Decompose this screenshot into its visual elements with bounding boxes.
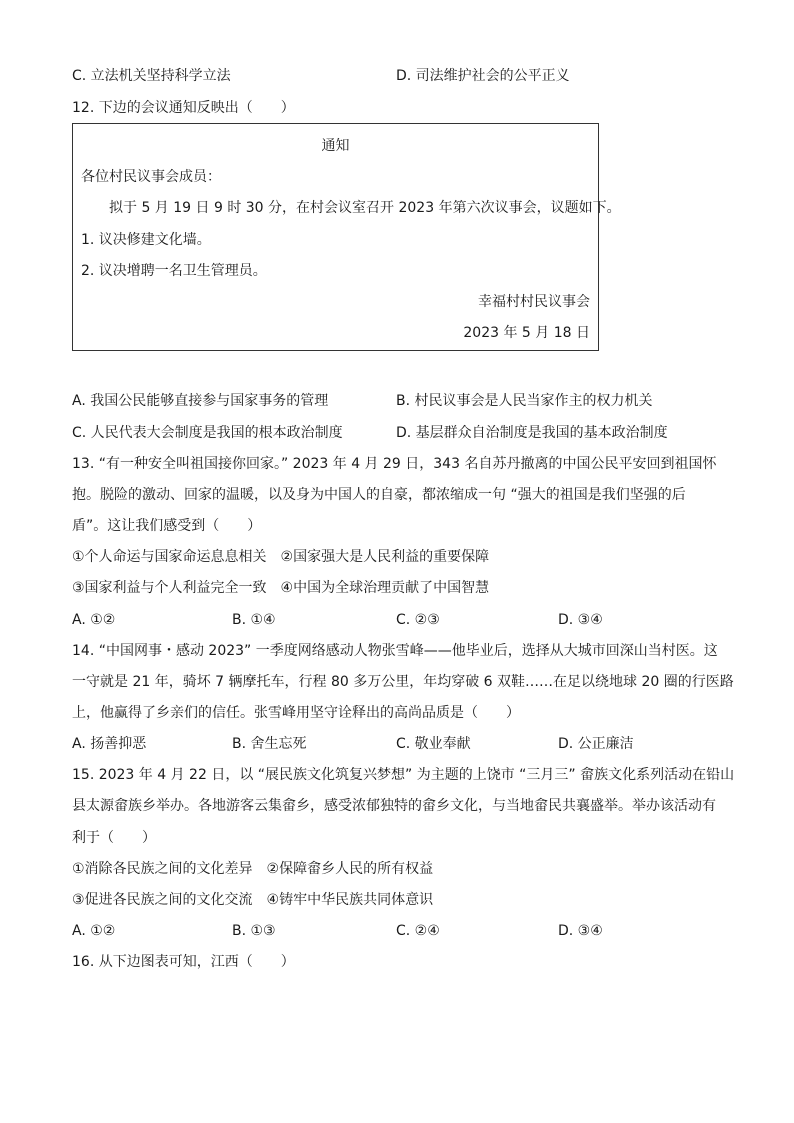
q14-line-1: 14. “中国网事・感动 2023” 一季度网络感动人物张雪峰——他毕业后，选择从大城市回深山当村医。这: [72, 643, 718, 659]
notice-body: 拟于 5 月 19 日 9 时 30 分，在村会议室召开 2023 年第六次议事会，议题如下。: [109, 200, 621, 216]
notice-box: [72, 123, 621, 351]
q15-line-2: 县太源畲族乡举办。各地游客云集畲乡，感受浓郁独特的畲乡文化，与当地畲民共襄盛举。举办该活动有: [72, 798, 716, 814]
q12-stem: 12. 下边的会议通知反映出（ ）: [72, 100, 295, 116]
q13-choices-row-2: ③国家利益与个人利益完全一致 ④中国为全球治理贡献了中国智慧: [72, 580, 490, 596]
notice-item-2: 2. 议决增聘一名卫生管理员。: [81, 263, 267, 279]
q12-option-a: A. 我国公民能够直接参与国家事务的管理: [72, 393, 329, 409]
q13-option-c: C. ②③: [396, 612, 440, 628]
q13-option-b: B. ①④: [232, 612, 276, 628]
q13-line-1: 13. “有一种安全叫祖国接你回家。” 2023 年 4 月 29 日，343 名自苏丹撤离的中国公民平安回到祖国怀: [72, 456, 717, 472]
notice-item-1: 1. 议决修建文化墙。: [81, 232, 211, 248]
q13-option-d: D. ③④: [558, 612, 603, 628]
q12-option-c: C. 人民代表大会制度是我国的根本政治制度: [72, 425, 343, 441]
q14-line-3: 上，他赢得了乡亲们的信任。张雪峰用坚守诠释出的高尚品质是（ ）: [72, 705, 520, 721]
q15-choices-row-1: ①消除各民族之间的文化差异 ②保障畲乡人民的所有权益: [72, 861, 434, 877]
q14-option-b: B. 舍生忘死: [232, 736, 307, 752]
notice-date: 2023 年 5 月 18 日: [463, 325, 590, 341]
q15-option-c: C. ②④: [396, 923, 440, 939]
q14-line-2: 一守就是 21 年，骑坏 7 辆摩托车，行程 80 多万公里，年均穿破 6 双鞋……在足以绕地球 20 圈的行医路: [72, 674, 734, 690]
q15-line-1: 15. 2023 年 4 月 22 日，以 “展民族文化筑复兴梦想” 为主题的上饶市 “三月三” 畲族文化系列活动在铅山: [72, 767, 735, 783]
q14-option-c: C. 敬业奉献: [396, 736, 471, 752]
q15-line-3: 利于（ ）: [72, 830, 156, 846]
q12-option-b: B. 村民议事会是人民当家作主的权力机关: [396, 393, 653, 409]
q14-option-d: D. 公正廉洁: [558, 736, 634, 752]
notice-salutation: 各位村民议事会成员：: [81, 169, 221, 185]
notice-signer: 幸福村村民议事会: [478, 294, 590, 310]
q13-choices-row-1: ①个人命运与国家命运息息相关 ②国家强大是人民利益的重要保障: [72, 549, 490, 565]
q13-line-3: 盾”。这让我们感受到（ ）: [72, 518, 262, 534]
q13-option-a: A. ①②: [72, 612, 116, 628]
q11-option-c: C. 立法机关坚持科学立法: [72, 68, 231, 84]
q15-option-d: D. ③④: [558, 923, 603, 939]
q11-option-d: D. 司法维护社会的公平正义: [396, 68, 570, 84]
q16-stem: 16. 从下边图表可知，江西（ ）: [72, 954, 295, 970]
q15-choices-row-2: ③促进各民族之间的文化交流 ④铸牢中华民族共同体意识: [72, 892, 434, 908]
q13-line-2: 抱。脱险的激动、回家的温暖，以及身为中国人的自豪，都浓缩成一句 “强大的祖国是我们坚强的后: [72, 487, 686, 503]
q12-option-d: D. 基层群众自治制度是我国的基本政治制度: [396, 425, 668, 441]
q14-option-a: A. 扬善抑恶: [72, 736, 147, 752]
notice-title: 通知: [321, 138, 350, 154]
q15-option-b: B. ①③: [232, 923, 276, 939]
q15-option-a: A. ①②: [72, 923, 116, 939]
